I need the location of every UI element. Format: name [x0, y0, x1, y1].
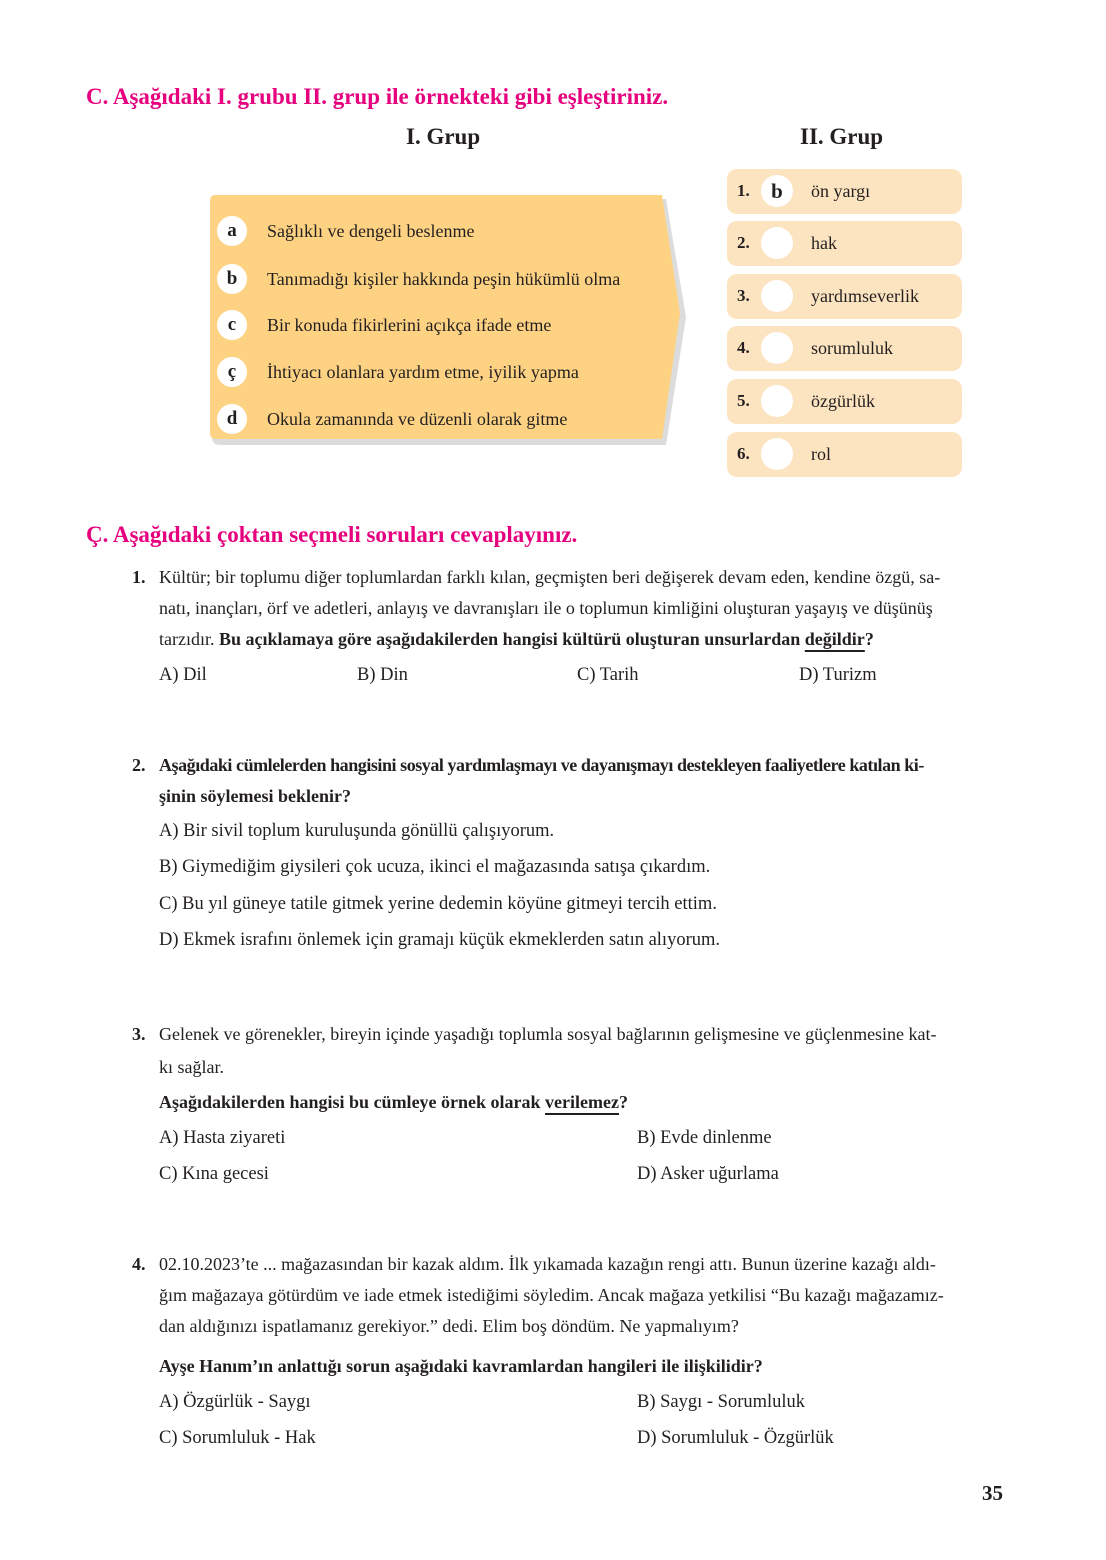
group1-text: Bir konuda fikirlerini açıkça ifade etme [267, 314, 552, 335]
question-1-mark: ? [864, 629, 874, 649]
question-4-line-1: 02.10.2023’te ... mağazasından bir kazak aldım. İlk yıkamada kazağın rengi attı. Bunun üzerine kazağı aldı- [159, 1254, 936, 1274]
question-1-line-1: Kültür; bir toplumu diğer toplumlardan farklı kılan, geçmişten beri değişerek devam eden, kendine özgü, sa- [159, 567, 941, 587]
group1-letter: b [217, 264, 247, 294]
question-1-line-2: natı, inançları, örf ve adetleri, anlayış ve davranışları ile o toplumun kimliğini oluşturan yaşayış ve düşünüş [159, 598, 933, 618]
group2-number: 5. [737, 391, 750, 410]
group2-text: rol [811, 444, 831, 464]
group2-text: yardımseverlik [811, 286, 919, 306]
answer-circle[interactable] [761, 227, 793, 259]
group1-letter: ç [217, 357, 247, 387]
answer-circle[interactable] [761, 385, 793, 417]
group2-item-6 [727, 432, 962, 477]
group1-item-d [217, 404, 567, 434]
group1-item-c [217, 310, 551, 340]
question-3-option-c[interactable]: C) Kına gecesi [159, 1164, 269, 1184]
group1-text: Okula zamanında ve düzenli olarak gitme [267, 408, 568, 429]
question-1-number: 1. [132, 567, 146, 587]
answer-circle[interactable] [761, 280, 793, 312]
group2-text: sorumluluk [811, 338, 894, 358]
group2-title: II. Grup [800, 124, 884, 149]
group1-letter: d [217, 404, 247, 434]
question-3-prompt-text: Aşağıdakilerden hangisi bu cümleye örnek olarak [159, 1092, 546, 1112]
question-2-option-c[interactable]: C) Bu yıl güneye tatile gitmek yerine dedemin köyüne gitmeyi tercih ettim. [159, 894, 717, 914]
group1-title: I. Grup [406, 124, 481, 149]
answer-circle[interactable]: b [761, 175, 793, 207]
question-1-line-3 [159, 629, 874, 650]
question-2-line-1: Aşağıdaki cümlelerden hangisini sosyal yardımlaşmayı ve dayanışmayı destekleyen faaliyetlere katılan ki- [159, 755, 924, 775]
question-4-option-b[interactable]: B) Saygı - Sorumluluk [637, 1392, 806, 1412]
question-1-option-b[interactable]: B) Din [357, 665, 408, 685]
answer-circle[interactable] [761, 438, 793, 470]
question-3-prompt [159, 1092, 628, 1113]
question-1-underlined: değildir [804, 629, 865, 649]
question-2-option-a[interactable]: A) Bir sivil toplum kuruluşunda gönüllü çalışıyorum. [159, 821, 555, 841]
group2-number: 2. [737, 233, 750, 252]
question-4-line-2: ğım mağazaya götürdüm ve iade etmek istediğimi söyledim. Ancak mağaza yetkilisi “Bu kazağı mağazamız- [159, 1285, 944, 1305]
question-4-number: 4. [132, 1254, 146, 1274]
question-3-option-a[interactable]: A) Hasta ziyareti [159, 1128, 286, 1148]
group1-text: İhtiyacı olanlara yardım etme, iyilik yapma [267, 361, 579, 382]
group1-text: Tanımadığı kişiler hakkında peşin hükümlü olma [267, 268, 621, 289]
question-1-option-c[interactable]: C) Tarih [577, 665, 639, 685]
question-3-line-1: Gelenek ve görenekler, bireyin içinde yaşadığı toplumla sosyal bağlarının gelişmesine ve güçlenmesine kat- [159, 1024, 937, 1044]
question-3-mark: ? [619, 1092, 628, 1112]
group2-number: 3. [737, 286, 750, 305]
group2-item-2 [727, 221, 962, 266]
group2-text: hak [811, 233, 837, 253]
group2-number: 6. [737, 444, 750, 463]
question-4-line-3: dan aldığınızı ispatlamanız gerekiyor.” dedi. Elim boş döndüm. Ne yapmalıyım? [159, 1316, 739, 1336]
question-1-text: tarzıdır. [159, 629, 219, 649]
question-4-prompt: Ayşe Hanım’ın anlattığı sorun aşağıdaki kavramlardan hangileri ile ilişkilidir? [159, 1356, 763, 1376]
group2-number: 1. [737, 181, 750, 200]
group2-number: 4. [737, 338, 750, 357]
question-3-line-2: kı sağlar. [159, 1057, 224, 1077]
group1-letter: a [217, 216, 247, 246]
question-1-option-d[interactable]: D) Turizm [799, 665, 877, 685]
question-4-option-a[interactable]: A) Özgürlük - Saygı [159, 1392, 311, 1412]
question-3-option-d[interactable]: D) Asker uğurlama [637, 1164, 779, 1184]
question-2-option-b[interactable]: B) Giymediğim giysileri çok ucuza, ikinci el mağazasında satışa çıkardım. [159, 857, 711, 877]
group2-text: ön yargı [811, 181, 871, 201]
question-1-option-a[interactable]: A) Dil [159, 665, 207, 685]
section-cc-title: Ç. Aşağıdaki çoktan seçmeli soruları cevaplayınız. [86, 522, 578, 547]
group2-item-4 [727, 326, 962, 371]
question-2-line-2: şinin söylemesi beklenir? [159, 786, 352, 806]
group2-text: özgürlük [811, 391, 875, 411]
page-number: 35 [982, 1481, 1003, 1505]
group1-item-b [217, 264, 620, 294]
question-4-option-c[interactable]: C) Sorumluluk - Hak [159, 1428, 316, 1448]
question-2-option-d[interactable]: D) Ekmek israfını önlemek için gramajı küçük ekmeklerden satın alıyorum. [159, 930, 720, 950]
group1-text: Sağlıklı ve dengeli beslenme [267, 220, 475, 241]
question-3-number: 3. [132, 1024, 146, 1044]
group1-item-cc [217, 357, 579, 387]
answer-circle[interactable] [761, 332, 793, 364]
section-c-title: C. Aşağıdaki I. grubu II. grup ile örnekteki gibi eşleştiriniz. [86, 84, 669, 109]
group1-item-a [217, 216, 474, 246]
group2-item-1 [727, 169, 962, 214]
group1-letter: c [217, 310, 247, 340]
group2-item-3 [727, 274, 962, 319]
group2-item-5 [727, 379, 962, 424]
question-3-option-b[interactable]: B) Evde dinlenme [637, 1128, 772, 1148]
question-2-number: 2. [132, 755, 146, 775]
question-4-option-d[interactable]: D) Sorumluluk - Özgürlük [637, 1428, 834, 1448]
question-3-underlined: verilemez [545, 1092, 619, 1112]
question-1-prompt: Bu açıklamaya göre aşağıdakilerden hangisi kültürü oluşturan unsurlardan [218, 629, 805, 649]
